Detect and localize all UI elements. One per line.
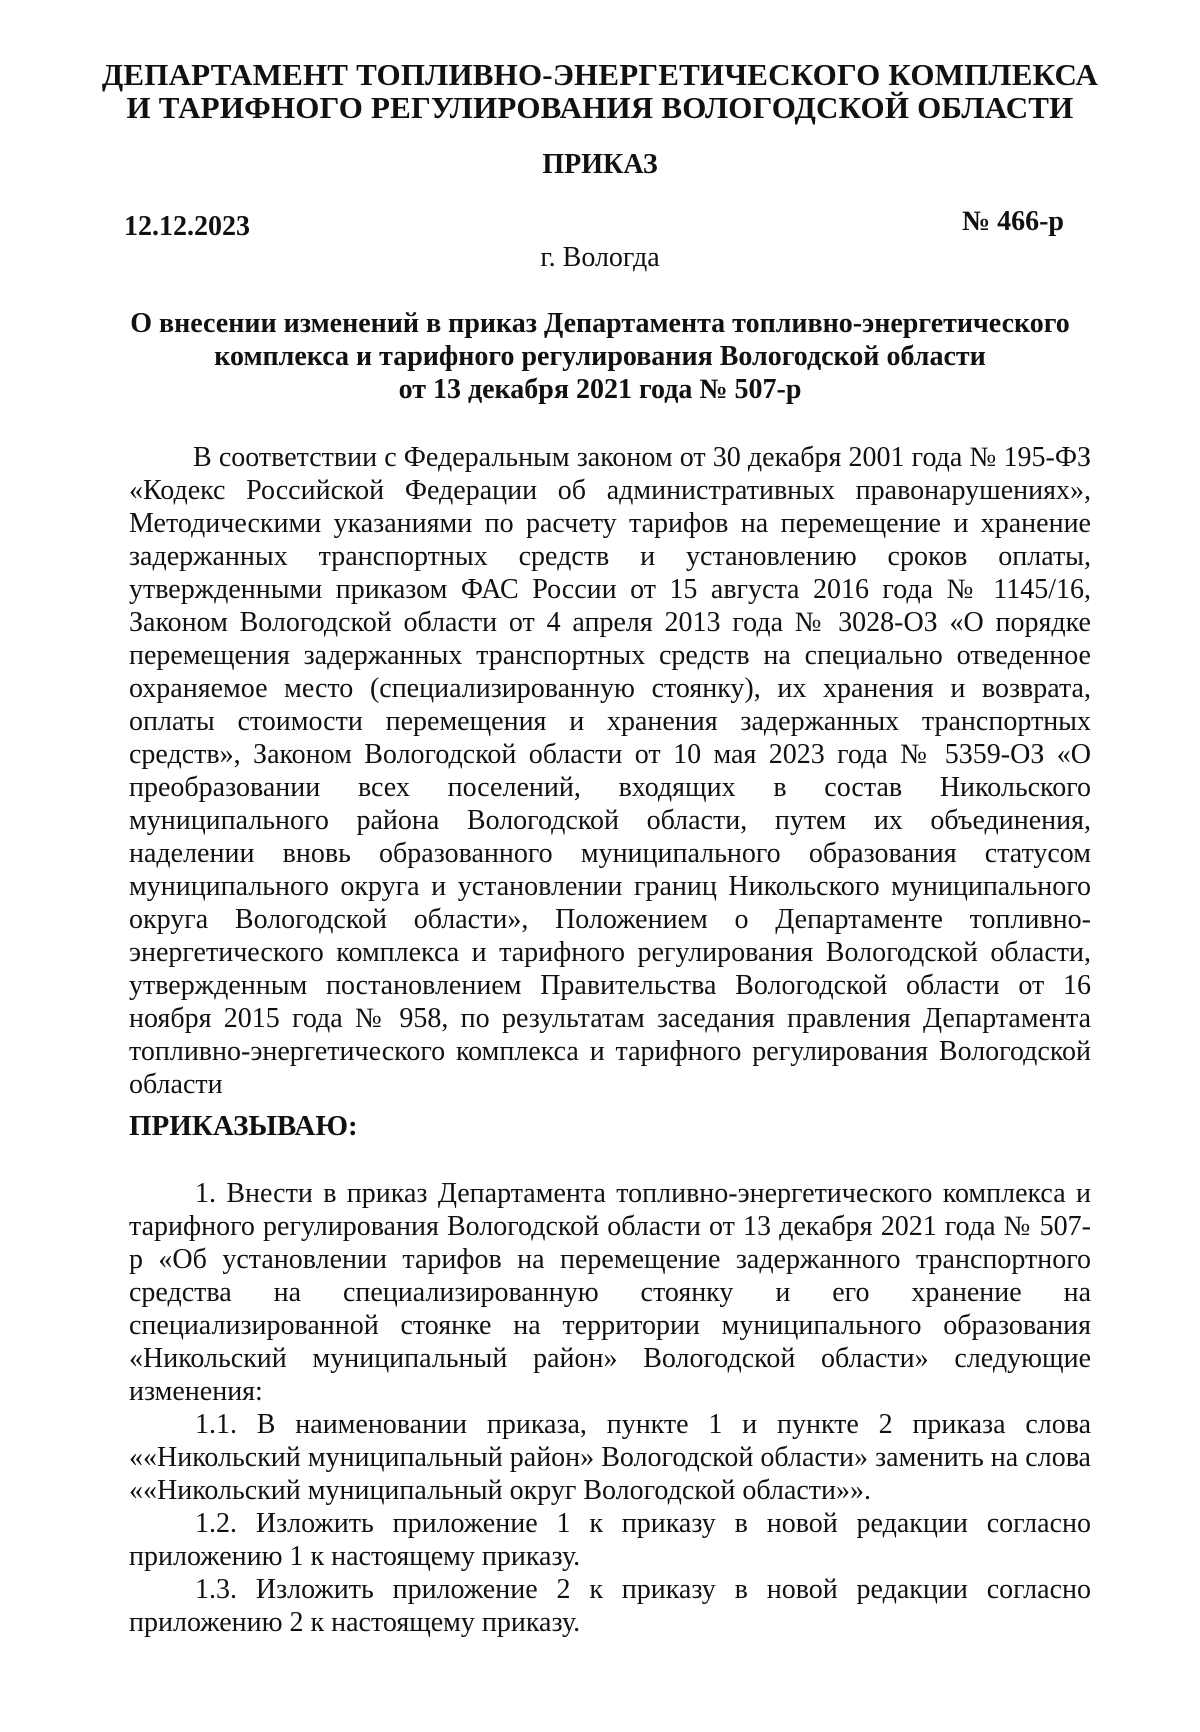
orders-word: ПРИКАЗЫВАЮ: (129, 1110, 358, 1142)
document-type-title: ПРИКАЗ (542, 149, 658, 180)
order-subject (100, 307, 1100, 406)
order-item-1-2: 1.2. Изложить приложение 1 к приказу в новой редакции согласно приложению 1 к настоящему приказу. (129, 1508, 1091, 1572)
department-name-line1: ДЕПАРТАМЕНТ ТОПЛИВНО-ЭНЕРГЕТИЧЕСКОГО КОМПЛЕКСА (101, 57, 1099, 92)
subject-line2: комплекса и тарифного регулирования Вологодской области (214, 341, 986, 372)
department-name-line2: И ТАРИФНОГО РЕГУЛИРОВАНИЯ ВОЛОГОДСКОЙ ОБЛАСТИ (126, 90, 1074, 125)
order-item-1: 1. Внести в приказ Департамента топливно-энергетического комплекса и тарифного регулирования Вологодской области от 13 декабря 2021 года № 507-р «Об установлении тарифов на перемещение задержанного транспортного средства на специализированную стоянку и его хранение на специализированной стоянке на территории муниципального образования «Никольский муниципальный район» Вологодской области» следующие изменения: (129, 1178, 1091, 1407)
department-header (100, 58, 1100, 124)
preamble-paragraph: В соответствии с Федеральным законом от 30 декабря 2001 года № 195-ФЗ «Кодекс Российской Федерации об административных правонарушениях», Методическими указаниями по расчету тарифов на перемещение и хранение задержанных транспортных средств и установлению сроков оплаты, утвержденными приказом ФАС России от 15 августа 2016 года № 1145/16, Законом Вологодской области от 4 апреля 2013 года № 3028-ОЗ «О порядке перемещения задержанных транспортных средств на специально отведенное охраняемое место (специализированную стоянку), их хранения и возврата, оплаты стоимости перемещения и хранения задержанных транспортных средств», Законом Вологодской области от 10 мая 2023 года № 5359-ОЗ «О преобразовании всех поселений, входящих в состав Никольского муниципального района Вологодской области, путем их объединения, наделении вновь образованного муниципального образования статусом муниципального округа и установлении границ Никольского муниципального округа Вологодской области», Положением о Департаменте топливно-энергетического комплекса и тарифного регулирования Вологодской области, утвержденным постановлением Правительства Вологодской области от 16 ноября 2015 года № 958, по результатам заседания правления Департамента топливно-энергетического комплекса и тарифного регулирования Вологодской области (129, 442, 1091, 1100)
order-item-1-3: 1.3. Изложить приложение 2 к приказу в новой редакции согласно приложению 2 к настоящему приказу. (129, 1574, 1091, 1638)
order-city: г. Вологда (540, 242, 660, 273)
order-date: 12.12.2023 (124, 211, 250, 242)
order-item-1-1: 1.1. В наименовании приказа, пункте 1 и пункте 2 приказа слова ««Никольский муниципальный район» Вологодской области» заменить на слова ««Никольский муниципальный округ Вологодской области»». (129, 1409, 1091, 1506)
order-items (129, 1177, 1091, 1639)
order-number: № 466-р (961, 206, 1064, 237)
subject-line1: О внесении изменений в приказ Департамента топливно-энергетического (130, 308, 1070, 339)
preamble-block (129, 441, 1091, 1101)
subject-line3: от 13 декабря 2021 года № 507-р (398, 374, 802, 405)
